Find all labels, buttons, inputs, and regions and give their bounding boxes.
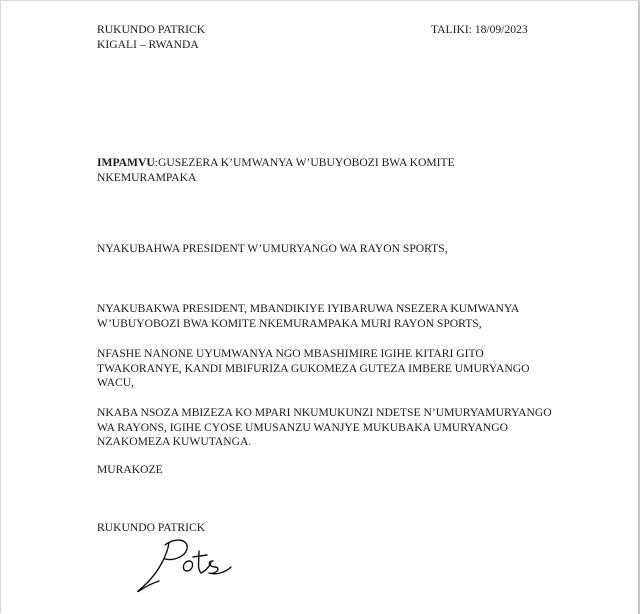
paragraph-line: NKABA NSOZA MBIZEZA KO MPARI NKUMUKUNZI NDETSE N’UMURYAMURYANGO [97,406,552,419]
paragraph-2 [97,347,557,391]
subject-text: :GUSEZERA K’UMWANYA W’UBUYOBOZI BWA KOMITE [154,156,455,169]
subject-block [97,156,557,185]
subject-text-continued: NKEMURAMPAKA [97,170,197,184]
paragraph-1 [97,302,557,331]
paragraph-line: W’UBUYOBOZI BWA KOMITE NKEMURAMPAKA MURI RAYON SPORTS, [97,316,482,330]
addressee-line: NYAKUBAHWA PRESIDENT W’UMURYANGO WA RAYON SPORTS, [97,242,448,255]
sender-location: KIGALI – RWANDA [97,37,199,51]
paragraph-3 [97,406,557,450]
date-line: TALIKI: 18/09/2023 [431,23,528,36]
paragraph-line: TWAKORANYE, KANDI MBIFURIZA GUKOMEZA GUTEZA IMBERE UMURYANGO [97,361,530,375]
closing-line: MURAKOZE [97,463,163,476]
sender-name: RUKUNDO PATRICK [97,23,206,36]
signatory-name: RUKUNDO PATRICK [97,521,206,534]
handwritten-signature-icon [129,531,239,601]
paragraph-line: WACU, [97,376,135,390]
paragraph-line: NFASHE NANONE UYUMWANYA NGO MBASHIMIRE IGIHE KITARI GITO [97,347,484,360]
paragraph-line: NYAKUBAKWA PRESIDENT, MBANDIKIYE IYIBARUWA NSEZERA KUMWANYA [97,302,520,315]
paragraph-line: WA RAYONS, IGIHE CYOSE UMUSANZU WANJYE MUKUBAKA UMURYANGO [97,420,508,434]
subject-label: IMPAMVU [97,156,155,169]
paragraph-line: NZAKOMEZA KUWUTANGA. [97,435,252,449]
